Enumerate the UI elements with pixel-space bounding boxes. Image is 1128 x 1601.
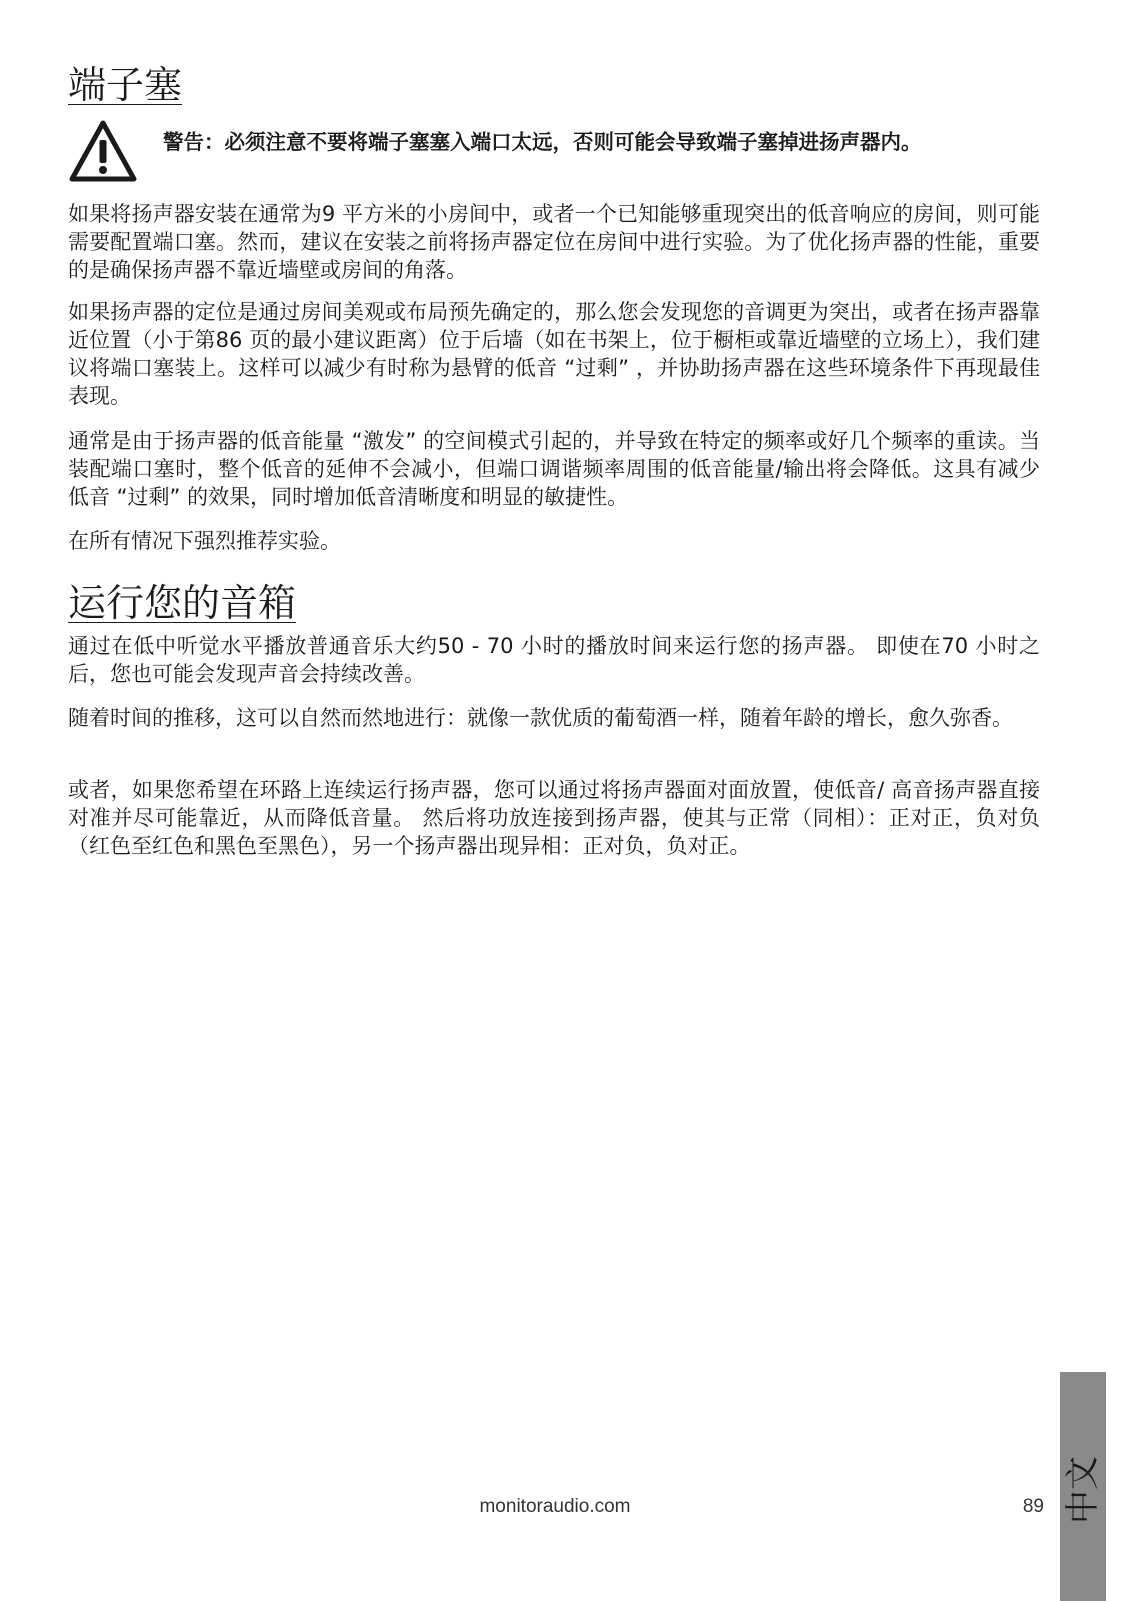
language-tab xyxy=(1060,1372,1106,1601)
body-paragraph: 通过在低中听觉水平播放普通音乐大约50 - 70 小时的播放时间来运行您的扬声器。 即使在70 小时之后，您也可能会发现声音会持续改善。 xyxy=(68,634,1040,686)
language-tab-label: 中文 xyxy=(1063,1456,1103,1524)
body-paragraph: 或者，如果您希望在环路上连续运行扬声器，您可以通过将扬声器面对面放置，使低音/ 高音扬声器直接对准并尽可能靠近，从而降低音量。 然后将功放连接到扬声器，使其与正常（同相）：正对正，负对负（红色至红色和黑色至黑色），另一个扬声器出现异相：正对负，负对正。 xyxy=(68,778,1040,858)
warning-triangle-icon xyxy=(68,118,138,184)
footer-website: monitoraudio.com xyxy=(479,1496,631,1517)
body-paragraph: 如果将扬声器安装在通常为9 平方米的小房间中，或者一个已知能够重现突出的低音响应的房间，则可能需要配置端口塞。然而，建议在安装之前将扬声器定位在房间中进行实验。为了优化扬声器的性能，重要的是确保扬声器不靠近墙壁或房间的角落。 xyxy=(68,202,1040,282)
page-number: 89 xyxy=(1022,1496,1044,1517)
body-paragraph: 通常是由于扬声器的低音能量 “激发” 的空间模式引起的，并导致在特定的频率或好几个频率的重读。当装配端口塞时，整个低音的延伸不会减小，但端口调谐频率周围的低音能量/输出将会降低。这具有减少低音 “过剩” 的效果，同时增加低音清晰度和明显的敏捷性。 xyxy=(68,429,1040,509)
warning-text: 警告：必须注意不要将端子塞塞入端口太远，否则可能会导致端子塞掉进扬声器内。 xyxy=(163,130,922,154)
body-paragraph: 在所有情况下强烈推荐实验。 xyxy=(68,529,341,553)
section-heading-port-plug: 端子塞 xyxy=(68,63,183,107)
section-heading-running-in: 运行您的音箱 xyxy=(68,581,297,625)
body-paragraph: 如果扬声器的定位是通过房间美观或布局预先确定的，那么您会发现您的音调更为突出，或者在扬声器靠近位置（小于第86 页的最小建议距离）位于后墙（如在书架上，位于橱柜或靠近墙壁的立场上），我们建议将端口塞装上。这样可以减少有时称为悬臂的低音 “过剩” ，并协助扬声器在这些环境条件下再现最佳表现。 xyxy=(68,300,1040,408)
body-paragraph: 随着时间的推移，这可以自然而然地进行：就像一款优质的葡萄酒一样，随着年龄的增长，愈久弥香。 xyxy=(68,706,1013,730)
